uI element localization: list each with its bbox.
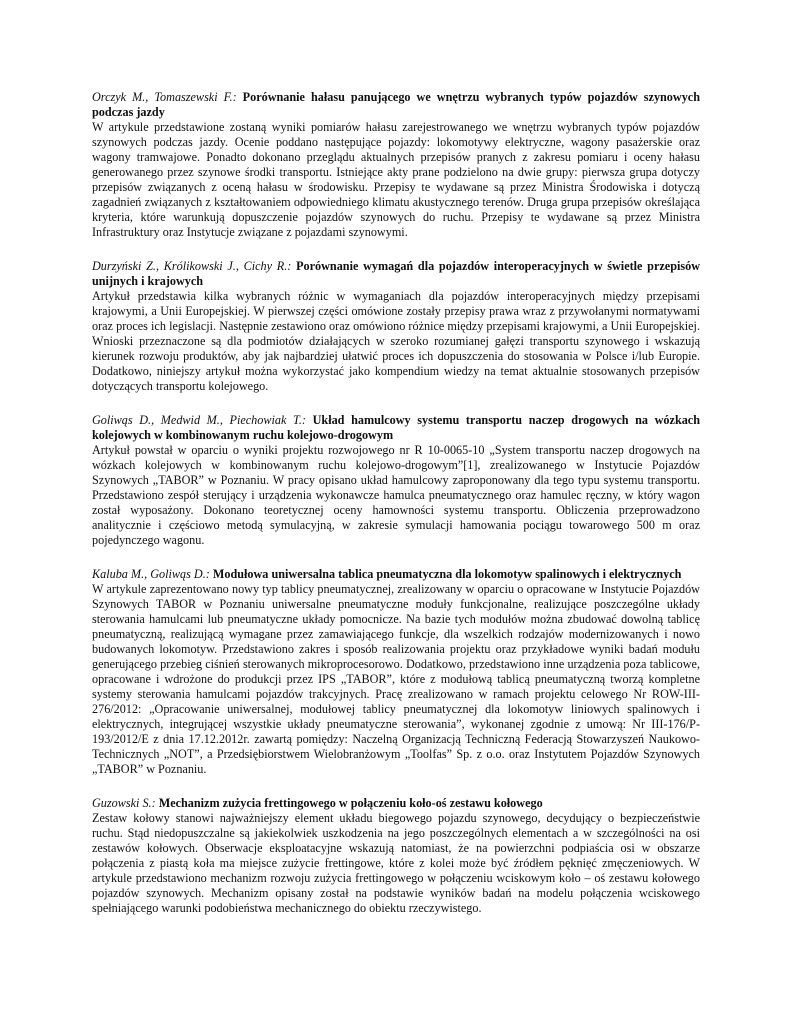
entry-heading [92, 90, 700, 120]
document-page [92, 90, 700, 935]
entry-authors: Durzyński Z., Królikowski J., Cichy R.: [92, 259, 292, 273]
entry-title: Porównanie hałasu panującego we wnętrzu wybranych typów pojazdów szynowych podczas jazdy [92, 90, 700, 119]
entry-authors: Kaluba M., Goliwąs D.: [92, 567, 210, 581]
abstract-entry [92, 567, 700, 777]
entry-heading [92, 567, 700, 582]
entry-abstract: Zestaw kołowy stanowi najważniejszy element układu biegowego pojazdu szynowego, decydujący o bezpieczeństwie ruchu. Stąd niedopuszczalne są jakiekolwiek uszkodzenia na jego poszczególnych elementach a w szczególności na osi zestawów kołowych. Obserwacje eksploatacyjne wskazują natomiast, że na powierzchni podpiaścia osi w obszarze połączenia z piastą koła ma miejsce zużycie frettingowe, które z kolei może być źródłem pęknięć zmęczeniowych. W artykule przedstawiono mechanizm rozwoju zużycia frettingowego w połączeniu wciskowym koło – oś zestawu kołowego pojazdów szynowych. Mechanizm opisany został na podstawie wyników badań na modelu połączenia wciskowego spełniającego warunki podobieństwa mechanicznego do obiektu rzeczywistego. [92, 811, 700, 915]
entry-title: Porównanie wymagań dla pojazdów interoperacyjnych w świetle przepisów unijnych i krajowych [92, 259, 700, 288]
entry-abstract: Artykuł przedstawia kilka wybranych różnic w wymaganiach dla pojazdów interoperacyjnych między przepisami krajowymi, a Unii Europejskiej. W pierwszej części omówione zostały przepisy prawa wraz z przywołanymi normatywami oraz proces ich legislacji. Następnie zestawiono oraz omówiono różnice między przepisami krajowymi, a Unii Europejskiej. Wnioski przeznaczone są dla podmiotów działających w szeroko rozumianej gałęzi transportu szynowego i wskazują kierunek rozwoju produktów, aby jak najbardziej ułatwić proces ich dopuszczenia do stosowania w Polsce i/lub Europie. Dodatkowo, niniejszy artykuł można wykorzystać jako kompendium wiedzy na temat aktualnie stosowanych przepisów dotyczących transportu kolejowego. [92, 289, 700, 393]
entry-heading [92, 796, 700, 811]
entry-abstract: W artykule zaprezentowano nowy typ tablicy pneumatycznej, zrealizowany w oparciu o opracowane w Instytucie Pojazdów Szynowych TABOR w Poznaniu uniwersalne pneumatyczne moduły funkcjonalne, realizujące poszczególne układy sterowania hamulcami lub pneumatyczne układy pomocnicze. Na bazie tych modułów można zbudować dowolną tablicę pneumatyczną, realizującą wymagane przez zamawiającego funkcje, dla wszelkich rodzajów modernizowanych i nowo budowanych lokomotyw. Przedstawiono zakres i sposób realizowania projektu oraz przykładowe wyniki badań modułu generującego przebieg ciśnień sterowanych mikroprocesorowo. Dodatkowo, przedstawiono inne urządzenia poza tablicowe, opracowane i wdrożone do produkcji przez IPS „TABOR”, które z modułową tablicą pneumatyczną tworzą kompletne systemy sterowania hamulcami pojazdów trakcyjnych. Pracę zrealizowano w ramach projektu celowego Nr ROW-III-276/2012: „Opracowanie uniwersalnej, modułowej tablicy pneumatycznej dla lokomotyw liniowych spalinowych i elektrycznych, integrującej wszystkie układy pneumatyczne sterowania”, wykonanej zgodnie z umową: Nr III-176/P-193/2012/E z dnia 17.12.2012r. zawartą pomiędzy: Naczelną Organizacją Techniczną Federacją Stowarzyszeń Naukowo-Technicznych „NOT”, a Przedsiębiorstwem Wielobranżowym „Toolfas” Sp. z o.o. oraz Instytutem Pojazdów Szynowych „TABOR” w Poznaniu. [92, 582, 700, 776]
entry-authors: Orczyk M., Tomaszewski F.: [92, 90, 237, 104]
abstract-entry [92, 413, 700, 548]
entry-heading [92, 413, 700, 443]
entry-abstract: W artykule przedstawione zostaną wyniki pomiarów hałasu zarejestrowanego we wnętrzu wybranych typów pojazdów szynowych podczas jazdy. Ocenie poddano następujące pojazdy: lokomotywy elektryczne, wagony pasażerskie oraz wagony tramwajowe. Ponadto dokonano przeglądu aktualnych przepisów pranych z zakresu pomiaru i oceny hałasu generowanego przez szynowe środki transportu. Istniejące akty prane podzielono na dwie grupy: pierwsza grupa dotyczy przepisów związanych z oceną hałasu w środowisku. Przepisy te wydawane są przez Ministra Środowiska i dotyczą zagadnień związanych z kształtowaniem odpowiedniego klimatu akustycznego terenów. Druga grupa przepisów określająca kryteria, które warunkują dopuszczenie pojazdów szynowych do ruchu. Przepisy te wydawane są przez Ministra Infrastruktury oraz Instytucje związane z pojazdami szynowymi. [92, 120, 700, 239]
entry-authors: Goliwąs D., Medwid M., Piechowiak T.: [92, 413, 306, 427]
abstract-entry [92, 796, 700, 916]
entry-title: Modułowa uniwersalna tablica pneumatyczna dla lokomotyw spalinowych i elektrycznych [212, 567, 682, 581]
entry-heading [92, 259, 700, 289]
abstract-entry [92, 90, 700, 240]
entry-abstract: Artykuł powstał w oparciu o wyniki projektu rozwojowego nr R 10-0065-10 „System transportu naczep drogowych na wózkach kolejowych w kombinowanym ruchu kolejowo-drogowym”[1], zrealizowanego w Instytucie Pojazdów Szynowych „TABOR” w Poznaniu. W pracy opisano układ hamulcowy zaproponowany dla tego typu systemu transportu. Przedstawiono zespół sterujący i urządzenia wykonawcze hamulca pneumatycznego oraz hamulec ręczny, w który wagon został wyposażony. Dokonano teoretycznej oceny hamowności systemu transportu. Obliczenia przeprowadzono analitycznie i częściowo metodą symulacyjną, w zakresie symulacji hamowania pociągu towarowego 500 m oraz pojedynczego wagonu. [92, 443, 700, 547]
entry-title: Mechanizm zużycia frettingowego w połączeniu koło-oś zestawu kołowego [158, 796, 543, 810]
entry-authors: Guzowski S.: [92, 796, 156, 810]
entry-title: Układ hamulcowy systemu transportu naczep drogowych na wózkach kolejowych w kombinowanym ruchu kolejowo-drogowym [92, 413, 700, 442]
abstract-entry [92, 259, 700, 394]
